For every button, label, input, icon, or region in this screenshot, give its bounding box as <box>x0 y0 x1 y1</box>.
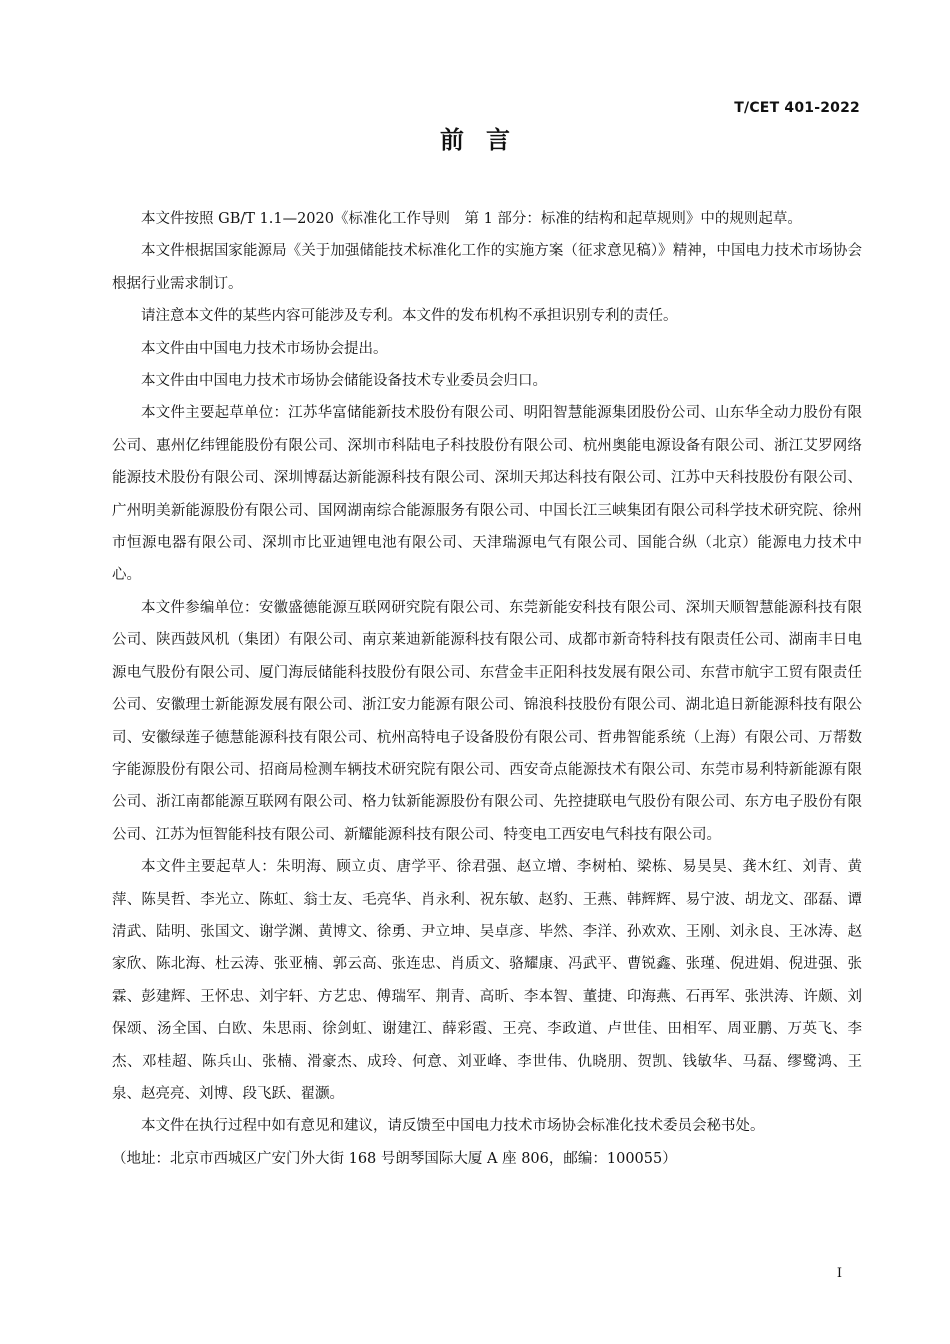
paragraph-participating-units: 本文件参编单位：安徽盛德能源互联网研究院有限公司、东莞新能安科技有限公司、深圳天顺智慧能源科技有限公司、陕西鼓风机（集团）有限公司、南京莱迪新能源科技有限公司、成都市新奇特科技有限责任公司、湖南丰日电源电气股份有限公司、厦门海辰储能科技股份有限公司、东营金丰正阳科技发展有限公司、东营市航宇工贸有限责任公司、安徽理士新能源发展有限公司、浙江安力能源有限公司、锦浪科技股份有限公司、湖北追日新能源科技有限公司、安徽绿莲子德慧能源科技有限公司、杭州高特电子设备股份有限公司、哲弗智能系统（上海）有限公司、万帮数字能源股份有限公司、招商局检测车辆技术研究院有限公司、西安奇点能源技术有限公司、东莞市易利特新能源有限公司、浙江南都能源互联网有限公司、格力钛新能源股份有限公司、先控捷联电气股份有限公司、东方电子股份有限公司、江苏为恒智能科技有限公司、新耀能源科技有限公司、特变电工西安电气科技有限公司。 <box>112 599 862 843</box>
paragraph-proposer: 本文件由中国电力技术市场协会提出。 <box>141 340 388 357</box>
paragraph-patent-notice: 请注意本文件的某些内容可能涉及专利。本文件的发布机构不承担识别专利的责任。 <box>141 308 678 325</box>
paragraph-responsible-committee: 本文件由中国电力技术市场协会储能设备技术专业委员会归口。 <box>141 373 547 390</box>
document-code: T/CET 401-2022 <box>734 100 860 116</box>
paragraph-address: （地址：北京市西城区广安门外大街 168 号朗琴国际大厦 A 座 806，邮编：100055） <box>112 1150 677 1167</box>
paragraph-feedback: 本文件在执行过程中如有意见和建议，请反馈至中国电力技术市场协会标准化技术委员会秘书处。 <box>141 1118 765 1135</box>
paragraph-main-drafters: 本文件主要起草人：朱明海、顾立贞、唐学平、徐君强、赵立增、李树柏、梁栋、易昊昊、龚木红、刘青、黄萍、陈昊哲、李光立、陈虹、翁士友、毛亮华、肖永利、祝东敏、赵豹、王燕、韩辉辉、易宁波、胡龙文、邵磊、谭清武、陆明、张国文、谢学渊、黄博文、徐勇、尹立坤、吴卓彦、毕然、李洋、孙欢欢、王刚、刘永良、王冰涛、赵家欣、陈北海、杜云涛、张亚楠、郭云高、张连忠、肖质文、骆耀康、冯武平、曹锐鑫、张瑾、倪进娟、倪进强、张霖、彭建辉、王怀忠、刘宇轩、方艺忠、傅瑞军、荆青、高昕、李本智、董捷、印海燕、石再军、张洪涛、许颇、刘保颂、汤全国、白欧、朱思雨、徐剑虹、谢建江、薛彩霞、王亮、李政道、卢世佳、田相军、周亚鹏、万英飞、李杰、邓桂超、陈兵山、张楠、滑豪杰、成玲、何意、刘亚峰、李世伟、仇晓朋、贺凯、钱敏华、马磊、缪鹭鸿、王泉、赵亮亮、刘博、段飞跃、翟灏。 <box>112 859 862 1102</box>
paragraph-basis: 本文件根据国家能源局《关于加强储能技术标准化工作的实施方案（征求意见稿）》精神，中国电力技术市场协会根据行业需求制订。 <box>112 243 862 292</box>
paragraph-drafting-rules: 本文件按照 GB/T 1.1—2020《标准化工作导则 第 1 部分：标准的结构和起草规则》中的规则起草。 <box>141 211 802 227</box>
foreword-body <box>112 203 862 1175</box>
page-number: I <box>836 1266 842 1281</box>
paragraph-main-drafting-units: 本文件主要起草单位：江苏华富储能新技术股份有限公司、明阳智慧能源集团股份公司、山东华全动力股份有限公司、惠州亿纬锂能股份有限公司、深圳市科陆电子科技股份有限公司、杭州奥能电源设备有限公司、浙江艾罗网络能源技术股份有限公司、深圳博磊达新能源科技有限公司、深圳天邦达科技有限公司、江苏中天科技股份有限公司、广州明美新能源股份有限公司、国网湖南综合能源服务有限公司、中国长江三峡集团有限公司科学技术研究院、徐州市恒源电器有限公司、深圳市比亚迪锂电池有限公司、天津瑞源电气有限公司、国能合纵（北京）能源电力技术中心。 <box>112 405 862 584</box>
page-title: 前言 <box>440 126 532 154</box>
